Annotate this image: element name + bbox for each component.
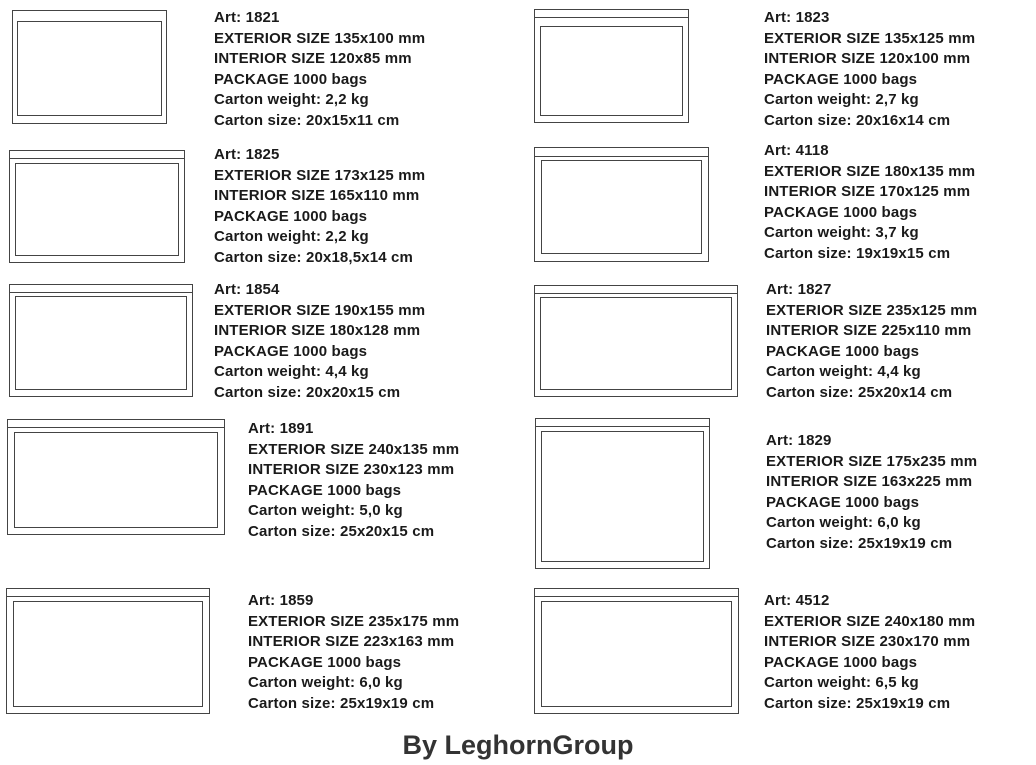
bag-flap-line xyxy=(8,427,224,428)
carton-size: Carton size: 25x19x19 cm xyxy=(248,694,435,712)
interior-size: INTERIOR SIZE 223x163 mm xyxy=(248,633,455,650)
product-spec-1821 xyxy=(214,8,425,131)
bag-drawing-4512 xyxy=(534,588,739,714)
package-qty: PACKAGE 1000 bags xyxy=(214,207,368,225)
product-spec-1825 xyxy=(214,145,425,268)
carton-size: Carton size: 25x20x14 cm xyxy=(766,383,953,401)
product-spec-1823 xyxy=(764,8,975,131)
bag-drawing-1823 xyxy=(534,9,689,123)
bag-flap-line xyxy=(10,158,184,159)
carton-size: Carton size: 25x19x19 cm xyxy=(766,534,953,552)
exterior-size: EXTERIOR SIZE 240x135 mm xyxy=(248,440,460,458)
bag-flap-line xyxy=(535,596,738,597)
art-number: Art: 1829 xyxy=(766,432,832,449)
carton-size: Carton size: 20x16x14 cm xyxy=(764,111,951,129)
package-qty: PACKAGE 1000 bags xyxy=(764,653,918,671)
exterior-size: EXTERIOR SIZE 235x125 mm xyxy=(766,301,978,319)
exterior-size: EXTERIOR SIZE 175x235 mm xyxy=(766,452,978,470)
package-qty: PACKAGE 1000 bags xyxy=(214,342,368,360)
carton-size: Carton size: 20x20x15 cm xyxy=(214,383,401,401)
bag-drawing-1827 xyxy=(534,285,738,397)
product-spec-1859 xyxy=(248,591,459,714)
interior-size: INTERIOR SIZE 170x125 mm xyxy=(764,183,971,200)
product-spec-4512 xyxy=(764,591,975,714)
interior-size: INTERIOR SIZE 120x85 mm xyxy=(214,50,412,67)
product-spec-4118 xyxy=(764,141,975,264)
package-qty: PACKAGE 1000 bags xyxy=(766,493,920,511)
bag-drawing-1859 xyxy=(6,588,210,714)
bag-flap-line xyxy=(536,426,709,427)
bag-drawing-1825 xyxy=(9,150,185,263)
bag-drawing-4118 xyxy=(534,147,709,262)
package-qty: PACKAGE 1000 bags xyxy=(248,481,402,499)
carton-weight: Carton weight: 4,4 kg xyxy=(214,363,369,380)
exterior-size: EXTERIOR SIZE 173x125 mm xyxy=(214,166,426,184)
carton-size: Carton size: 20x15x11 cm xyxy=(214,111,400,129)
bag-drawing-1829 xyxy=(535,418,710,569)
art-number: Art: 1859 xyxy=(248,592,314,609)
art-number: Art: 1827 xyxy=(766,281,832,298)
art-number: Art: 1891 xyxy=(248,420,314,437)
exterior-size: EXTERIOR SIZE 135x100 mm xyxy=(214,29,426,47)
carton-weight: Carton weight: 4,4 kg xyxy=(766,363,921,380)
bag-flap-line xyxy=(10,292,192,293)
carton-size: Carton size: 25x20x15 cm xyxy=(248,522,435,540)
interior-size: INTERIOR SIZE 163x225 mm xyxy=(766,473,973,490)
bag-flap-line xyxy=(7,596,209,597)
interior-size: INTERIOR SIZE 230x123 mm xyxy=(248,461,455,478)
interior-size: INTERIOR SIZE 120x100 mm xyxy=(764,50,971,67)
carton-size: Carton size: 20x18,5x14 cm xyxy=(214,248,414,266)
bag-flap-line xyxy=(535,156,708,157)
bag-drawing-1891 xyxy=(7,419,225,535)
product-spec-1854 xyxy=(214,280,425,403)
package-qty: PACKAGE 1000 bags xyxy=(764,70,918,88)
art-number: Art: 4118 xyxy=(764,142,829,159)
carton-weight: Carton weight: 6,5 kg xyxy=(764,674,919,691)
carton-weight: Carton weight: 2,7 kg xyxy=(764,91,919,108)
interior-size: INTERIOR SIZE 225x110 mm xyxy=(766,322,972,339)
art-number: Art: 4512 xyxy=(764,592,830,609)
carton-size: Carton size: 19x19x15 cm xyxy=(764,244,951,262)
interior-size: INTERIOR SIZE 230x170 mm xyxy=(764,633,971,650)
bag-flap-line xyxy=(535,17,688,18)
exterior-size: EXTERIOR SIZE 180x135 mm xyxy=(764,162,976,180)
exterior-size: EXTERIOR SIZE 190x155 mm xyxy=(214,301,426,319)
footer-credit: By LeghornGroup xyxy=(402,730,634,760)
carton-size: Carton size: 25x19x19 cm xyxy=(764,694,951,712)
carton-weight: Carton weight: 6,0 kg xyxy=(766,514,921,531)
interior-size: INTERIOR SIZE 180x128 mm xyxy=(214,322,421,339)
package-qty: PACKAGE 1000 bags xyxy=(248,653,402,671)
carton-weight: Carton weight: 3,7 kg xyxy=(764,224,919,241)
exterior-size: EXTERIOR SIZE 235x175 mm xyxy=(248,612,460,630)
bag-flap-line xyxy=(535,293,737,294)
product-spec-1891 xyxy=(248,419,459,542)
product-spec-1827 xyxy=(766,280,977,403)
art-number: Art: 1823 xyxy=(764,9,830,26)
art-number: Art: 1825 xyxy=(214,146,280,163)
exterior-size: EXTERIOR SIZE 240x180 mm xyxy=(764,612,976,630)
interior-size: INTERIOR SIZE 165x110 mm xyxy=(214,187,420,204)
bag-drawing-1821 xyxy=(12,10,167,124)
carton-weight: Carton weight: 6,0 kg xyxy=(248,674,403,691)
package-qty: PACKAGE 1000 bags xyxy=(766,342,920,360)
carton-weight: Carton weight: 2,2 kg xyxy=(214,228,369,245)
package-qty: PACKAGE 1000 bags xyxy=(764,203,918,221)
carton-weight: Carton weight: 5,0 kg xyxy=(248,502,403,519)
exterior-size: EXTERIOR SIZE 135x125 mm xyxy=(764,29,976,47)
art-number: Art: 1854 xyxy=(214,281,280,298)
carton-weight: Carton weight: 2,2 kg xyxy=(214,91,369,108)
bag-drawing-1854 xyxy=(9,284,193,397)
art-number: Art: 1821 xyxy=(214,9,280,26)
package-qty: PACKAGE 1000 bags xyxy=(214,70,368,88)
product-spec-1829 xyxy=(766,431,977,554)
